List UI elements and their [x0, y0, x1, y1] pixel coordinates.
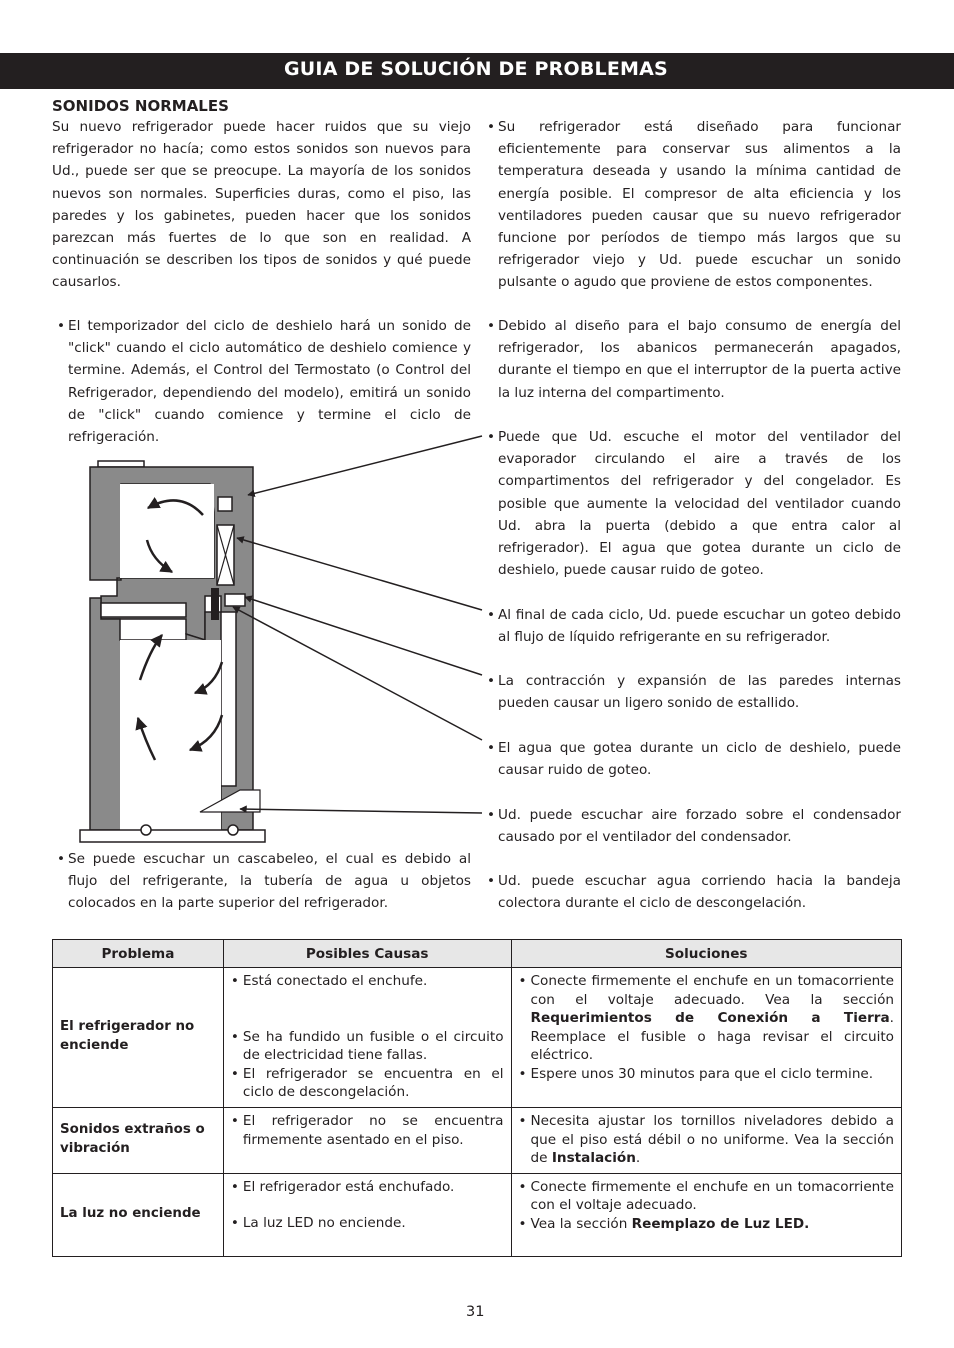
problem-cell: La luz no enciende	[53, 1173, 224, 1256]
cause-item: • El refrigerador está enchufado.	[231, 1178, 504, 1197]
right-bullet-water-pan: • Ud. puede escuchar agua corriendo hacia la bandeja colectora durante el ciclo de descongelación.	[482, 870, 901, 914]
divider-shelf	[101, 603, 186, 617]
causes-cell	[223, 1173, 511, 1256]
solutions-cell	[511, 968, 901, 1108]
troubleshooting-table	[52, 939, 902, 1257]
problem-cell: El refrigerador no enciende	[53, 968, 224, 1108]
section-title: SONIDOS NORMALES	[52, 97, 229, 115]
callout-lines	[233, 436, 482, 813]
right-bullet-wall-contraction: • La contracción y expansión de las paredes internas pueden causar un ligero sonido de estallido.	[482, 670, 901, 714]
header-causas: Posibles Causas	[223, 940, 511, 968]
right-bullet-efficiency: • Su refrigerador está diseñado para funcionar eficientemente para conservar sus alimentos a la temperatura deseada y usando la mínima cantidad de energía posible. El compresor de alta eficiencia y los ventiladores pueden causar que su nuevo refrigerador funcione por períodos de tiempo más largos que su refrigerador viejo y Ud. puede escuchar un sonido pulsante o agudo que proviene de estos componentes.	[482, 116, 901, 294]
left-bullet-defrost-timer: • El temporizador del ciclo de deshielo hará un sonido de "click" cuando el ciclo automático de deshielo comience y termine. Además, el Control del Termostato (o Control del Refrigerador, dependiendo del modelo), emitirá un sonido de "click" cuando comience y termine el ciclo de refrigeración.	[52, 315, 471, 448]
right-bullet-refrigerant-flow: • Al final de cada ciclo, Ud. puede escuchar un goteo debido al flujo de líquido refrigerante en su refrigerador.	[482, 604, 901, 648]
cause-item: • Se ha fundido un fusible o el circuito de electricidad tiene fallas.	[231, 1028, 504, 1065]
evaporator-fan	[218, 497, 232, 511]
page-title: GUIA DE SOLUCIÓN DE PROBLEMAS	[284, 58, 668, 80]
solution-item: • Espere unos 30 minutos para que el ciclo termine.	[519, 1065, 894, 1084]
solution-item: • Conecte firmemente el enchufe en un tomacorriente con el voltaje adecuado. Vea la sección Requerimientos de Conexión a Tierra. Reemplace el fusible o haga revisar el circuito eléctrico.	[519, 972, 894, 1065]
problem-cell: Sonidos extraños o vibración	[53, 1107, 224, 1173]
wheel-front	[141, 825, 151, 835]
solutions-cell	[511, 1107, 901, 1173]
cause-item: • El refrigerador se encuentra en el ciclo de descongelación.	[231, 1065, 504, 1102]
cause-item: • La luz LED no enciende.	[231, 1214, 504, 1233]
table-header-row	[53, 940, 902, 968]
intro-paragraph: Su nuevo refrigerador puede hacer ruidos que su viejo refrigerador no hacía; como estos sonidos son nuevos para Ud., puede ser que se preocupe. La mayoría de los sonidos nuevos son normales. Superficies duras, como el piso, las paredes y los gabinetes, pueden hacer que los sonidos parezcan más fuertes de lo que son en realidad. A continuación se describen los tipos de sonidos y qué puede causarlos.	[52, 119, 471, 291]
wheel-rear	[228, 825, 238, 835]
table-row	[53, 1173, 902, 1256]
solution-item: • Conecte firmemente el enchufe en un tomacorriente con el voltaje adecuado.	[519, 1178, 894, 1215]
right-bullet-evaporator-fan: • Puede que Ud. escuche el motor del ventilador del evaporador circulando el aire a través de los compartimentos del refrigerador y del congelador. Es posible que aumente la velocidad del ventilador cuando Ud. abra la puerta (debido a que entra calor al refrigerador). El agua que gotea durante un ciclo de deshielo, puede causar ruido de goteo.	[482, 426, 901, 581]
solution-item: • Vea la sección Reemplazo de Luz LED.	[519, 1215, 894, 1234]
freezer-compartment	[120, 484, 214, 578]
left-bullet-rattle: • Se puede escuchar un cascabeleo, el cual es debido al flujo del refrigerante, la tubería de agua u objetos colocados en la parte superior del refrigerador.	[52, 848, 471, 915]
right-bullet-condenser-air: • Ud. puede escuchar aire forzado sobre el condensador causado por el ventilador del condensador.	[482, 804, 901, 848]
defrost-drain	[211, 588, 219, 620]
solution-item: • Necesita ajustar los tornillos niveladores debido a que el piso está débil o no uniforme. Vea la sección de Instalación.	[519, 1112, 894, 1168]
solutions-cell	[511, 1173, 901, 1256]
cause-item: • Está conectado el enchufe.	[231, 972, 504, 991]
page-number: 31	[466, 1304, 485, 1320]
right-bullet-dripping: • El agua que gotea durante un ciclo de deshielo, puede causar ruido de goteo.	[482, 737, 901, 781]
fresh-food-compartment	[120, 640, 221, 830]
header-problema: Problema	[53, 940, 224, 968]
drain-pan-upper	[225, 594, 245, 606]
cause-item: • El refrigerador no se encuentra firmemente asentado en el piso.	[231, 1112, 504, 1149]
right-bullet-fans-off: • Debido al diseño para el bajo consumo de energía del refrigerador, los abanicos permanecerán apagados, durante el tiempo en que el interruptor de la puerta active la luz interna del compartimento.	[482, 315, 901, 404]
table-row	[53, 1107, 902, 1173]
table-row	[53, 968, 902, 1108]
top-hinge	[98, 461, 144, 467]
causes-cell	[223, 968, 511, 1108]
header-soluciones: Soluciones	[511, 940, 901, 968]
causes-cell	[223, 1107, 511, 1173]
